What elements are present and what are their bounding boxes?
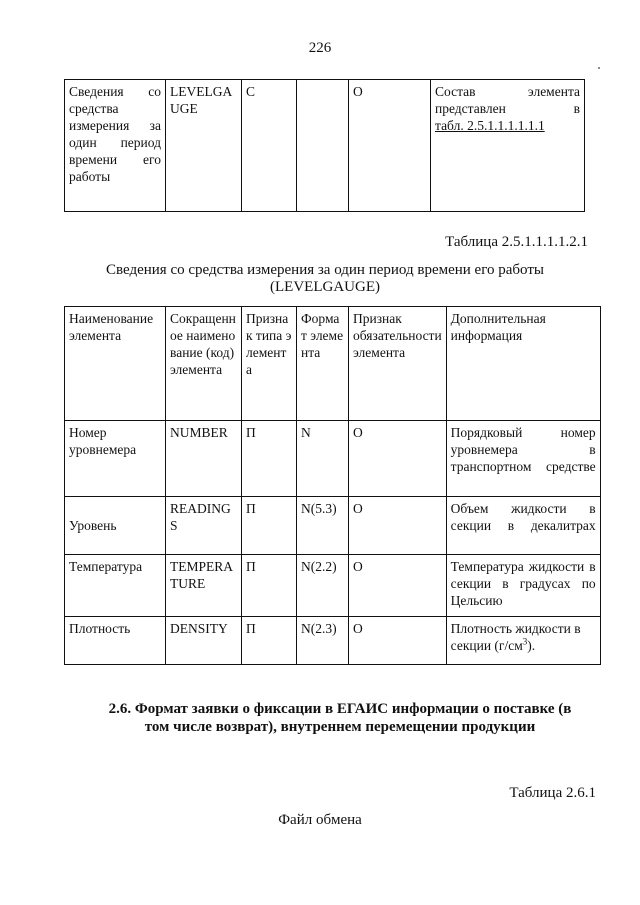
cell-required: О (349, 497, 447, 555)
cell-name: Температура (65, 555, 166, 617)
cell-code: TEMPERATURE (166, 555, 242, 617)
cell-info: Порядковый номер уровнемера в транспортном средстве (446, 421, 600, 497)
info-text: Состав элемента представлен в (435, 84, 580, 116)
cell-required: О (349, 555, 447, 617)
scan-speck (598, 67, 600, 69)
cell-info (431, 80, 585, 212)
cell-required: О (349, 80, 431, 212)
table-row (65, 421, 601, 497)
cell-code: LEVELGAUGE (166, 80, 242, 212)
table-header-row (65, 307, 601, 421)
header-name: Наименование элемента (65, 307, 166, 421)
cell-type-sign: П (242, 497, 297, 555)
table-number-2: Таблица 2.6.1 (509, 785, 596, 801)
levelgauge-table (64, 306, 601, 665)
cell-required: О (349, 421, 447, 497)
cell-format: N (297, 421, 349, 497)
cell-info (446, 617, 600, 665)
cell-required: О (349, 617, 447, 665)
cell-format: N(2.2) (297, 555, 349, 617)
header-required: Признак обязательности элемента (349, 307, 447, 421)
cell-type-sign: П (242, 617, 297, 665)
cell-format: N(5.3) (297, 497, 349, 555)
table-row (65, 617, 601, 665)
info-superscript: 3 (522, 636, 528, 647)
info-text: Плотность жидкости в секции (г/см (450, 621, 581, 653)
table-row (65, 497, 601, 555)
header-code: Сокращенное наименование (код) элемента (166, 307, 242, 421)
table-caption-2: Файл обмена (278, 812, 362, 828)
cell-type-sign: П (242, 555, 297, 617)
cell-type-sign: С (242, 80, 297, 212)
header-format: Формат элемента (297, 307, 349, 421)
continued-table (64, 79, 585, 212)
cell-name: Плотность (65, 617, 166, 665)
cell-info: Температура жидкости в секции в градусах по Цельсию (446, 555, 600, 617)
section-heading: 2.6. Формат заявки о фиксации в ЕГАИС информации о поставке (в том числе возврат), внутреннем перемещении продукции (108, 701, 572, 735)
table-reference-link[interactable]: табл. 2.5.1.1.1.1.1.1 (435, 118, 545, 133)
info-text-tail: ). (527, 638, 536, 653)
table-row (65, 80, 585, 212)
cell-name: Сведения со средства измерения за один период времени его работы (65, 80, 166, 212)
cell-info: Объем жидкости в секции в декалитрах (446, 497, 600, 555)
header-info: Дополнительная информация (446, 307, 600, 421)
cell-type-sign: П (242, 421, 297, 497)
table-caption: Сведения со средства измерения за один период времени его работы (LEVELGAUGE) (106, 262, 544, 295)
cell-name: Уровень (65, 497, 166, 555)
table-row (65, 555, 601, 617)
cell-code: READINGS (166, 497, 242, 555)
page-number: 226 (308, 40, 332, 56)
cell-code: DENSITY (166, 617, 242, 665)
cell-code: NUMBER (166, 421, 242, 497)
table-number: Таблица 2.5.1.1.1.1.2.1 (445, 234, 588, 250)
cell-format (297, 80, 349, 212)
cell-format: N(2.3) (297, 617, 349, 665)
header-type-sign: Признак типа элемента (242, 307, 297, 421)
cell-name: Номер уровнемера (65, 421, 166, 497)
